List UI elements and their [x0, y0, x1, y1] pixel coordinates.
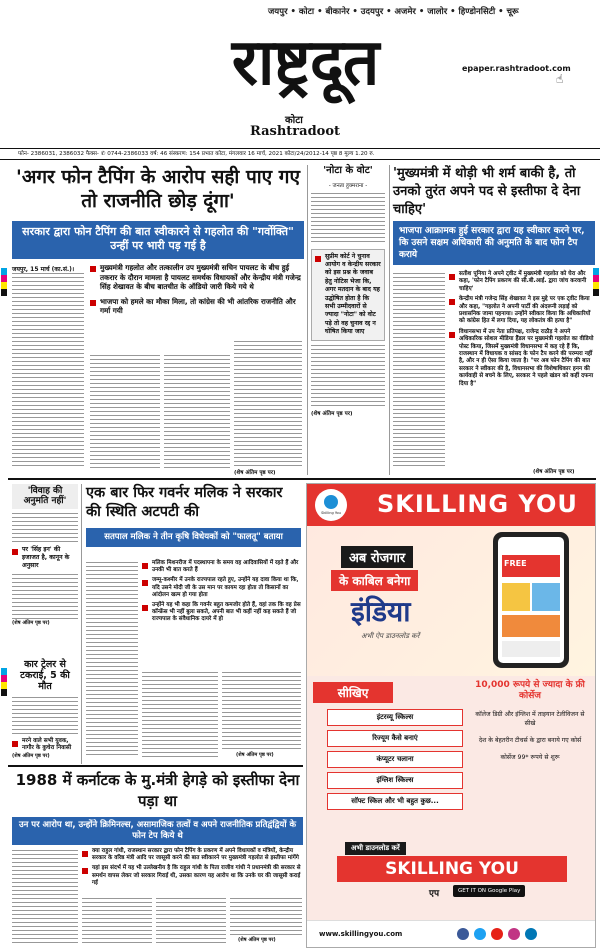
instagram-icon[interactable]	[508, 928, 520, 940]
lead-body-col3	[164, 355, 230, 469]
governor-bullet	[142, 602, 301, 624]
bullet-square-icon	[142, 563, 148, 569]
karnataka-body-col4	[230, 898, 302, 936]
column-rule	[81, 484, 82, 764]
section-divider	[8, 478, 596, 480]
cm-bullet-text: केन्द्रीय मंत्री गजेन्द्र सिंह शेखावत ने इस मुद्दे पर एक ट्वीट किया और कहा, "गहलोत ने अपनी पार्टी की अंदरूनी लड़ाई को प्रशासनिक जामा पहनाया। उन्होंने स्वीकार किया कि अधिकारियों को कांग्रेस हित में लगा दिया, यह लोकतंत्र की हत्या है"	[459, 296, 591, 325]
phone-card	[502, 615, 560, 637]
ad-course: सॉफ्ट स्किल और भी बहुत कुछ...	[327, 793, 463, 810]
edition-cities: जयपुर • कोटा • बीकानेर • उदयपुर • अजमेर • जालोर • हिण्डोनसिटी • चूरू	[268, 7, 519, 17]
governor-bullet-text: मलिक मिशनरीज में पदस्थापना के समय वह आदिवासियों में रहते हैं और उनकी भी बात करते हैं	[152, 560, 299, 574]
lead-bullet	[90, 263, 302, 292]
governor-bullets	[142, 560, 301, 624]
ad-hero	[307, 526, 596, 676]
karnataka-body-col1	[12, 850, 78, 944]
marriage-headline: 'विवाह की अनुमति नहीं'	[12, 484, 78, 509]
epaper-link[interactable]: epaper.rashtradoot.com	[462, 64, 571, 73]
ad-download-bar[interactable]	[337, 842, 567, 904]
masthead	[0, 0, 600, 150]
cm-bullet	[449, 296, 595, 326]
ad-logo-badge	[315, 489, 347, 521]
registration-mark-right	[593, 268, 599, 296]
lead-story	[12, 165, 304, 475]
phone-free-label: FREE	[504, 559, 527, 568]
car-story	[12, 660, 78, 760]
marriage-continued: (शेष अंतिम पृष्ठ पर)	[12, 619, 50, 626]
karnataka-bullet-text: यहां इस संदर्भ में यह भी उल्लेखनीय है कि राहुल गांधी के पिता राजीव गांधी ने प्रधानमंत्री की सरकार से समर्थन वापस लेकर जो सरकार गिराई थी, उसका कारण यह आरोप था कि उनके घर की जासूसी कराई गई	[92, 865, 301, 886]
karnataka-bullet-text: क्या राहुल गांधी, राजस्थान सरकार द्वारा फोन टैपिंग के प्रकरण में अपने विधायकों व मंत्रियों, केन्द्रीय सरकार के वरिष्ठ मंत्री आदि पर जासूसी करने की बात स्वीकारने पर मुख्यमंत्री गहलोत से इस्तीफा मांगेंगे	[92, 848, 299, 862]
cm-band-text: भाजपा आक्रामक हुई सरकार द्वारा यह स्वीकार करने पर, कि उसने सक्षम अधिकारी की अनुमति के बाद फोन टैप कराये	[399, 226, 585, 260]
cm-bullet-text: विधानसभा में उप नेता प्रतिपक्ष, राजेन्द्र राठौड़ ने अपने अधिकारिक सोशल मीडिया हैंडल पर मुख्यमंत्री गहलोत का वीडियो पोस्ट किया, जिसमें मुख्यमंत्री विधानसभा में कह रहे हैं कि, राजस्थान में विधायक व सांसद के फोन टैप करने की परम्परा नहीं है, और न ही ऐसा किया जाता है। "पर अब फोन टैपिंग की बात सरकार ने स्वीकार की है, विधानसभा की विशेषाधिकार हनन की कार्यवाही से बचने के लिए, सरकार ने पहले खंडन को कहीं दफना दिया है"	[459, 328, 594, 387]
car-body	[12, 697, 78, 735]
governor-band-text: सतपाल मलिक ने तीन कृषि विधेयकों को "फालतू" बताया	[104, 532, 283, 542]
karnataka-bullets	[82, 848, 303, 887]
section-divider	[8, 765, 303, 767]
phone-card	[502, 641, 560, 657]
ad-slogan-1: अब रोजगार	[341, 546, 413, 568]
marriage-body-top	[12, 513, 78, 543]
nota-continued: (शेष अंतिम पृष्ठ पर)	[311, 410, 353, 417]
info-line: फोन- 2386031, 2386032 फैक्स- ✆ 0744-2386033 वर्ष: 46 संस्करण: 154 प्रभात कोटा, मंगलवार 16 मार्च, 2021 कोटा/24/2012-14 पृष्ठ 8 मूल्य 1.20 रु.	[18, 151, 375, 157]
cm-bullet-text: सतीश पूनिया ने अपने ट्वीट में मुख्यमंत्री गहलोत को घेरा और कहा, 'फोन टैपिंग प्रकरण की सी.बी.आई. द्वारा जांच करवानी चाहिए'	[459, 271, 587, 292]
phone-card	[502, 583, 530, 611]
cursor-icon: ☝	[556, 72, 564, 86]
bullet-square-icon	[142, 580, 148, 586]
bullet-square-icon	[449, 299, 455, 305]
governor-bullet-text: उन्होंने यह भी कहा कि गवर्नर बहुत कमजोर होते हैं, वहां तक कि वह प्रेस कॉन्फ्रेंस भी नहीं बुला सकते, अपनी बात भी कहीं नहीं कह सकते हैं जो राज्यपाल के संवैधानिक दायरे में हो	[152, 602, 301, 623]
marriage-bullet	[12, 546, 78, 570]
cm-band	[393, 221, 595, 265]
ad-phone-mockup	[493, 532, 569, 668]
karnataka-body-col3	[156, 898, 226, 944]
lead-body-col2	[90, 355, 160, 469]
karnataka-bullet	[82, 848, 303, 862]
karnataka-band-text: उन पर आरोप था, उन्होंने क्रिमिनल्स, असामाजिक तत्वों व अपने राजनीतिक प्रतिद्वंद्वियों के फोन टेप किये थे	[18, 820, 297, 841]
lead-band	[12, 221, 304, 259]
cm-bullet	[449, 329, 595, 388]
governor-body-col2	[142, 672, 218, 758]
karnataka-continued: (शेष अंतिम पृष्ठ पर)	[238, 937, 276, 943]
nota-story	[311, 165, 385, 475]
google-play-badge[interactable]: GET IT ON Google Play	[453, 885, 525, 897]
ad-social-icons	[457, 928, 537, 940]
lead-continued: (शेष अंतिम पृष्ठ पर)	[234, 470, 276, 476]
lead-bullet	[90, 297, 302, 316]
bullet-square-icon	[142, 605, 148, 611]
column-rule	[307, 165, 308, 475]
youtube-icon[interactable]	[491, 928, 503, 940]
karnataka-bullet	[82, 865, 303, 887]
ad-header	[307, 484, 595, 526]
ad-course: इंग्लिश स्किल्स	[327, 772, 463, 789]
column-rule	[389, 165, 390, 475]
governor-continued: (शेष अंतिम पृष्ठ पर)	[236, 752, 274, 758]
lead-headline: 'अगर फोन टैपिंग के आरोप सही पाए गए तो राजनीति छोड़ दूंगा'	[16, 166, 300, 212]
cm-bullet	[449, 271, 595, 293]
ad-course: इंटरव्यू स्किल्स	[327, 709, 463, 726]
ad-slogan-3: इंडिया	[351, 595, 411, 628]
lead-dateline: जयपुर, 15 मार्च (का.सं.)।	[12, 266, 75, 273]
ad-course: रिज्यूम कैसे बनाएं	[327, 730, 463, 747]
newspaper-logo: राष्ट्रदूत	[231, 25, 379, 100]
governor-story	[86, 484, 301, 764]
nota-byline: - जनता हुक्मराना -	[328, 182, 368, 189]
governor-body-col1	[86, 562, 138, 758]
car-bullet	[12, 738, 78, 753]
ad-footer	[307, 920, 596, 948]
ad-offer-text: कॉलेज डिग्री और इंग्लिश में ताइयान टेलीविजन से सीखे	[475, 711, 585, 727]
nota-headline: 'नोटा के वोट'	[323, 165, 373, 176]
karnataka-body-col2	[82, 898, 152, 944]
skilling-you-ad[interactable]	[306, 483, 596, 948]
governor-bullet	[142, 560, 301, 574]
ad-course: कंप्यूटर चलाना	[327, 751, 463, 768]
bullet-square-icon	[82, 851, 88, 857]
phone-screen	[498, 537, 564, 663]
facebook-icon[interactable]	[457, 928, 469, 940]
nota-body-bottom	[311, 345, 385, 407]
bullet-square-icon	[315, 256, 321, 262]
lead-bullet-text: भाजपा को हमले का मौका मिला, तो कांग्रेस की भी आंतरिक राजनीति और गर्मा गयी	[100, 296, 296, 315]
ad-offer-text-3: कोर्सेज 99* रूपये से शुरू	[500, 754, 560, 761]
cm-headline: 'मुख्यमंत्री में थोड़ी भी शर्म बाकी है, तो उनको तुरंत अपने पद से इस्तीफा दे देना चाहिए'	[393, 166, 581, 217]
twitter-icon[interactable]	[474, 928, 486, 940]
bullet-square-icon	[82, 868, 88, 874]
car-continued: (शेष अंतिम पृष्ठ पर)	[12, 752, 50, 759]
ad-app-line: एप	[429, 889, 440, 899]
bullet-square-icon	[449, 332, 455, 338]
registration-mark-left	[1, 668, 7, 696]
lead-band-text: सरकार द्वारा फोन टैपिंग की बात स्वीकारने से गहलोत की "गर्वोक्ति" उन्हीं पर भारी पड़ गई है	[22, 225, 294, 252]
ad-offer-title: 10,000 रूपये से ज्यादा के फ्री कोर्सेज	[475, 680, 585, 701]
lead-bullets	[90, 263, 302, 316]
nota-body-top	[311, 193, 385, 245]
marriage-bullet-text: पर 'सिंह इन' की इजाजत है, कानून के अनुसार	[22, 545, 70, 569]
lead-bullet-text: मुख्यमंत्री गहलोत और तत्कालीन उप मुख्यमंत्री सचिन पायलट के बीच हुई तकरार के दौरान मामला है पायलट समर्थक विधायकों और केन्द्रीय मंत्री गजेन्द्र सिंह शेखावत के बीच बातचीत के ऑडियो जारी किये गये थे	[100, 263, 301, 291]
governor-band	[86, 528, 301, 547]
ad-slogan-4: अभी ऐप डाउनलोड करें	[361, 632, 420, 640]
phone-card	[532, 583, 560, 611]
ad-logo-icon	[324, 495, 338, 509]
marriage-body	[12, 574, 78, 620]
bullet-square-icon	[90, 266, 96, 272]
ad-download-brand: SKILLING YOU	[337, 856, 567, 882]
car-bullet-text: मरने वाले सभी युवक, नागौर के कुचेरा निवासी	[22, 737, 72, 752]
info-bar	[0, 148, 600, 160]
english-logo: Rashtradoot	[250, 124, 341, 139]
bullet-square-icon	[12, 549, 18, 555]
bullet-square-icon	[12, 741, 18, 747]
nota-box-text: सुप्रीम कोर्ट ने चुनाव आयोग व केन्द्रीय सरकार को इस प्रश्न के जवाब हेतु नोटिस भेजा कि, अगर मतदान के बाद यह उद्घोषित होता है कि सभी उम्मीदवारों से ज्यादा "नोटा" को वोट पड़े तो वह चुनाव रद्द न घोषित किया जाए	[325, 252, 381, 336]
ad-offer-text-2: देश के बेहतरीन टीचर्स के द्वारा बनाये गए कोर्स	[478, 737, 582, 744]
registration-mark-left	[1, 268, 7, 296]
cm-continued: (शेष अंतिम पृष्ठ पर)	[533, 469, 575, 475]
karnataka-headline: 1988 में कर्नाटक के मु.मंत्री हेगड़े को इस्तीफा देना पड़ा था	[15, 771, 300, 810]
ad-website[interactable]: www.skillingyou.com	[319, 930, 403, 938]
edition-label: कोटा	[285, 115, 303, 126]
governor-headline: एक बार फिर गवर्नर मलिक ने सरकार की स्थिति अटपटी की	[86, 485, 283, 520]
ad-brand-title: SKILLING YOU	[377, 490, 578, 518]
linkedin-icon[interactable]	[525, 928, 537, 940]
ad-learn-title: सीखिए	[313, 682, 393, 703]
cm-bullets	[449, 271, 595, 388]
lead-body-col4	[234, 341, 302, 469]
karnataka-story	[12, 770, 303, 946]
ad-slogan-2: के काबिल बनेगा	[331, 570, 418, 591]
nota-highlight-box	[311, 249, 385, 341]
governor-body-col3	[222, 672, 301, 750]
cm-body-col1	[393, 273, 445, 469]
bullet-square-icon	[449, 274, 455, 280]
bullet-square-icon	[90, 300, 96, 306]
karnataka-band	[12, 817, 303, 845]
governor-bullet-text: जम्मू-कश्मीर में उनके राज्यपाल रहते हुए, उन्होंने यह दावा किया था कि, यदि उसने मोदी जी के उस मान पर कायम रहा होता तो किसानों का आंदोलन खत्म हो गया होता	[152, 577, 299, 598]
ad-learn-section	[313, 682, 463, 832]
ad-download-prefix: अभी डाउनलोड करें	[345, 842, 406, 855]
lead-body-col1	[12, 273, 84, 469]
governor-bullet	[142, 577, 301, 599]
ad-logo-text: Skilling You	[321, 511, 341, 515]
cm-story	[393, 165, 595, 475]
car-headline: कार ट्रेलर से टकराई, 5 की मौत	[20, 659, 70, 692]
ad-offer-section	[469, 680, 591, 830]
